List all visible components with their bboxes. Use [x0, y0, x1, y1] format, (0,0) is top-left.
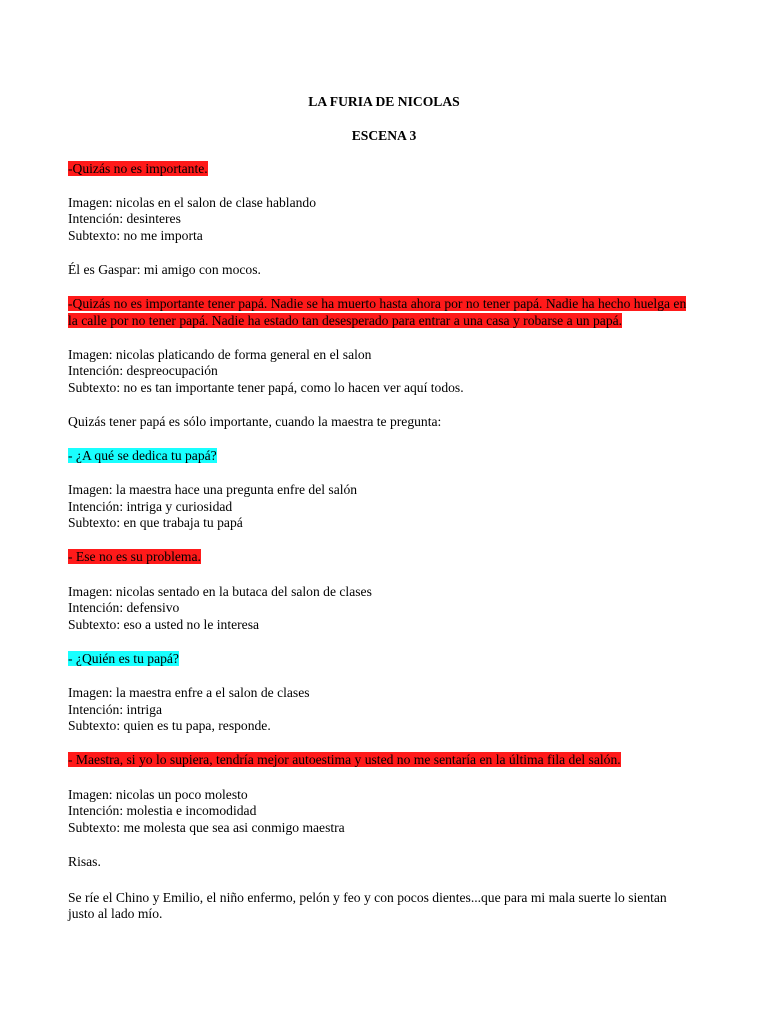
highlighted-text: - ¿A qué se dedica tu papá?: [68, 448, 217, 463]
note-line: Intención: intriga: [68, 702, 162, 717]
dialogue-line: [68, 313, 708, 330]
note-line: Intención: despreocupación: [68, 363, 218, 378]
dialogue-line: [68, 549, 708, 566]
note-line: Intención: desinteres: [68, 211, 181, 226]
dialogue-line: [68, 752, 708, 769]
highlighted-text: - Ese no es su problema.: [68, 549, 201, 564]
note-line: Intención: intriga y curiosidad: [68, 499, 233, 514]
highlighted-text: -Quizás no es importante tener papá. Nadie se ha muerto hasta ahora por no tener papá. Nadie ha hecho huelga en: [68, 296, 687, 311]
note-line: Imagen: nicolas platicando de forma general en el salon: [68, 347, 372, 362]
note-line: Intención: molestia e incomodidad: [68, 803, 257, 818]
highlighted-text: -Quizás no es importante.: [68, 161, 208, 176]
narration-line: Él es Gaspar: mi amigo con mocos.: [68, 262, 261, 277]
note-line: Subtexto: en que trabaja tu papá: [68, 515, 243, 530]
note-line: Subtexto: me molesta que sea asi conmigo maestra: [68, 820, 345, 835]
document-title: LA FURIA DE NICOLAS: [308, 94, 460, 109]
note-line: Subtexto: no me importa: [68, 228, 203, 243]
note-line: Subtexto: quien es tu papa, responde.: [68, 718, 271, 733]
note-line: Imagen: nicolas un poco molesto: [68, 787, 248, 802]
note-line: Subtexto: no es tan importante tener papá, como lo hacen ver aquí todos.: [68, 380, 464, 395]
note-line: Subtexto: eso a usted no le interesa: [68, 617, 260, 632]
note-line: Imagen: nicolas sentado en la butaca del salon de clases: [68, 584, 372, 599]
dialogue-line: [68, 651, 708, 668]
dialogue-line: [68, 161, 708, 178]
note-line: Imagen: nicolas en el salon de clase hablando: [68, 195, 316, 210]
note-line: Imagen: la maestra enfre a el salon de clases: [68, 685, 310, 700]
highlighted-text: la calle por no tener papá. Nadie ha estado tan desesperado para entrar a una casa y robarse a un papá.: [68, 313, 623, 328]
narration-line: Risas.: [68, 854, 101, 869]
note-line: Intención: defensivo: [68, 600, 180, 615]
narration-line: Quizás tener papá es sólo importante, cuando la maestra te pregunta:: [68, 414, 442, 429]
scene-heading: ESCENA 3: [351, 128, 417, 143]
highlighted-text: - ¿Quién es tu papá?: [68, 651, 179, 666]
highlighted-text: - Maestra, si yo lo supiera, tendría mejor autoestima y usted no me sentaría en la última fila del salón.: [68, 752, 621, 767]
dialogue-line: [68, 296, 708, 313]
narration-line: justo al lado mío.: [68, 906, 163, 921]
note-line: Imagen: la maestra hace una pregunta enfre del salón: [68, 482, 358, 497]
dialogue-line: [68, 448, 708, 465]
narration-line: Se ríe el Chino y Emilio, el niño enfermo, pelón y feo y con pocos dientes...que para mi mala suerte lo sientan: [68, 890, 667, 905]
